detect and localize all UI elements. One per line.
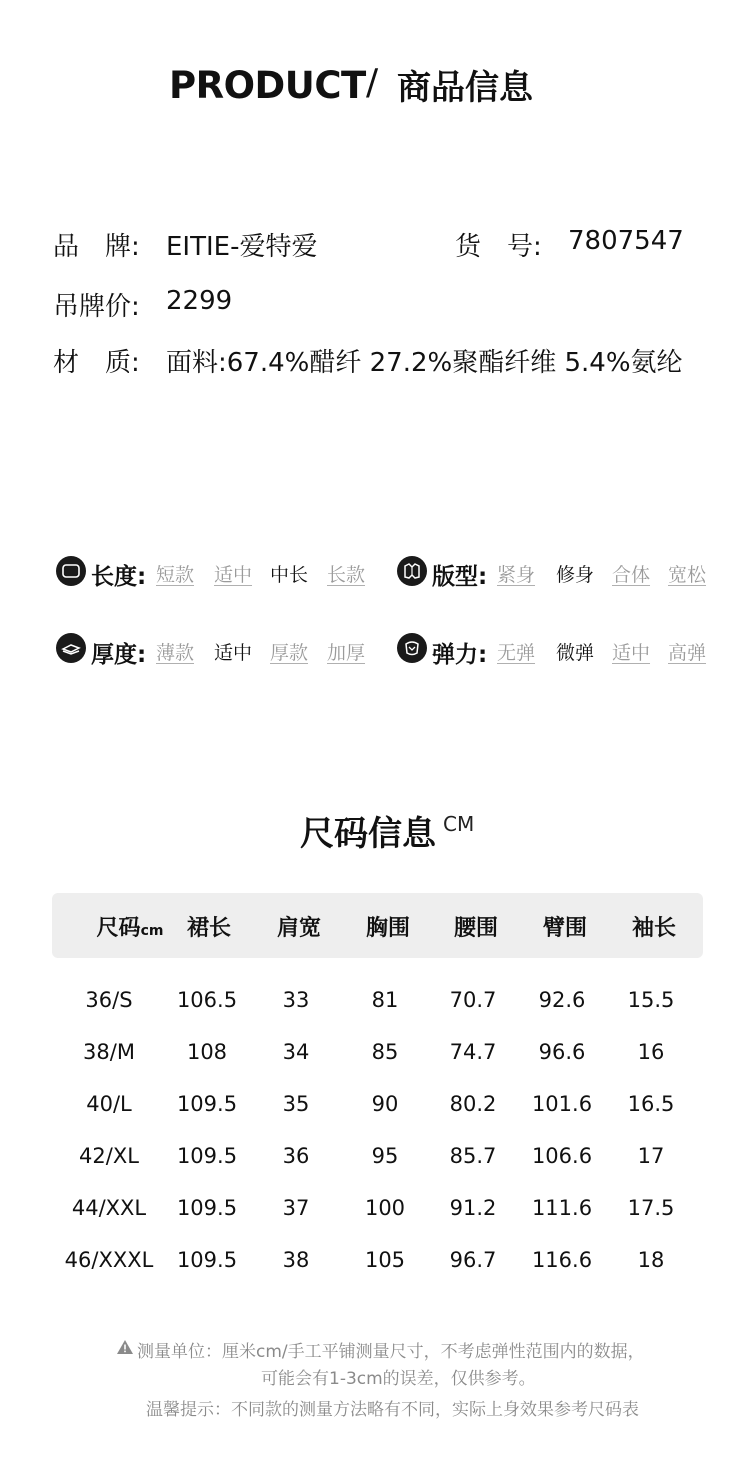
cell-sleeve: 18 <box>637 1248 665 1272</box>
header-shoulder: 肩宽 <box>276 916 321 941</box>
length-option-midlong: 中长 <box>270 564 309 586</box>
length-option-medium: 适中 <box>214 564 253 586</box>
cell-shoulder: 35 <box>282 1092 310 1116</box>
length-icon <box>56 556 86 586</box>
elasticity-option-high: 高弹 <box>668 642 707 664</box>
header-slash: / <box>366 62 379 103</box>
length-label: 长度: <box>91 564 147 590</box>
cell-shoulder: 33 <box>282 988 310 1012</box>
sku-value: 7807547 <box>568 226 684 256</box>
thickness-label: 厚度: <box>91 642 147 668</box>
cell-sleeve: 17.5 <box>627 1196 675 1220</box>
cell-skirt-length: 109.5 <box>176 1092 238 1116</box>
header-bust: 胸围 <box>365 916 410 941</box>
cell-size: 46/XXXL <box>64 1248 154 1272</box>
warning-icon <box>116 1339 134 1359</box>
fit-icon <box>397 556 427 586</box>
cell-bust: 90 <box>371 1092 399 1116</box>
fit-label: 版型: <box>432 564 488 590</box>
cell-bust: 100 <box>364 1196 406 1220</box>
price-value: 2299 <box>166 286 233 316</box>
cell-arm: 111.6 <box>531 1196 593 1220</box>
length-option-long: 长款 <box>327 564 366 586</box>
size-unit: CM <box>443 812 475 836</box>
cell-arm: 101.6 <box>531 1092 593 1116</box>
note-line-3: 温馨提示：不同款的测量方法略有不同，实际上身效果参考尺码表 <box>146 1400 639 1420</box>
header-sleeve: 袖长 <box>631 916 676 941</box>
cell-sleeve: 15.5 <box>627 988 675 1012</box>
material-key: 材 质: <box>53 348 140 378</box>
brand-key: 品 牌: <box>53 232 140 262</box>
cell-size: 44/XXL <box>71 1196 147 1220</box>
cell-shoulder: 37 <box>282 1196 310 1220</box>
cell-skirt-length: 109.5 <box>176 1196 238 1220</box>
fit-option-slim: 修身 <box>556 564 595 586</box>
cell-skirt-length: 106.5 <box>176 988 238 1012</box>
header-waist: 腰围 <box>453 916 498 941</box>
thickness-option-thin: 薄款 <box>156 642 195 664</box>
cell-waist: 91.2 <box>449 1196 497 1220</box>
header-title-cn: 商品信息 <box>397 68 533 108</box>
cell-arm: 92.6 <box>538 988 586 1012</box>
thickness-option-extra: 加厚 <box>327 642 366 664</box>
note-line-1: 测量单位：厘米cm/手工平铺测量尺寸，不考虑弹性范围内的数据， <box>137 1342 645 1362</box>
page-header <box>0 58 750 108</box>
header-skirt-length: 裙长 <box>186 916 231 941</box>
header-title-en: PRODUCT <box>169 64 366 107</box>
length-option-short: 短款 <box>156 564 195 586</box>
cell-skirt-length: 109.5 <box>176 1144 238 1168</box>
elasticity-icon <box>397 633 427 663</box>
cell-bust: 81 <box>371 988 399 1012</box>
elasticity-option-slight: 微弹 <box>556 642 595 664</box>
brand-value: EITIE-爱特爱 <box>166 232 318 262</box>
cell-size: 40/L <box>86 1092 132 1116</box>
cell-shoulder: 38 <box>282 1248 310 1272</box>
cell-skirt-length: 108 <box>186 1040 228 1064</box>
fit-option-loose: 宽松 <box>668 564 707 586</box>
header-size: 尺码cm <box>96 916 164 941</box>
fit-option-regular: 合体 <box>612 564 651 586</box>
fit-option-tight: 紧身 <box>497 564 536 586</box>
thickness-icon <box>56 633 86 663</box>
material-value: 面料:67.4%醋纤 27.2%聚酯纤维 5.4%氨纶 <box>166 348 683 378</box>
size-table-header <box>52 893 703 958</box>
cell-waist: 74.7 <box>449 1040 497 1064</box>
cell-bust: 85 <box>371 1040 399 1064</box>
cell-arm: 96.6 <box>538 1040 586 1064</box>
cell-skirt-length: 109.5 <box>176 1248 238 1272</box>
cell-size: 38/M <box>83 1040 135 1064</box>
header-arm: 臂围 <box>542 916 587 941</box>
cell-shoulder: 34 <box>282 1040 310 1064</box>
size-title: 尺码信息 <box>300 814 436 854</box>
sku-key: 货 号: <box>455 232 542 262</box>
cell-arm: 116.6 <box>531 1248 593 1272</box>
thickness-option-medium: 适中 <box>214 642 253 664</box>
cell-shoulder: 36 <box>282 1144 310 1168</box>
elasticity-option-none: 无弹 <box>497 642 536 664</box>
elasticity-option-medium: 适中 <box>612 642 651 664</box>
note-line-2: 可能会有1-3cm的误差，仅供参考。 <box>261 1369 536 1389</box>
cell-waist: 80.2 <box>449 1092 497 1116</box>
cell-size: 42/XL <box>79 1144 139 1168</box>
cell-sleeve: 16 <box>637 1040 665 1064</box>
cell-arm: 106.6 <box>531 1144 593 1168</box>
price-key: 吊牌价: <box>53 292 140 322</box>
cell-waist: 70.7 <box>449 988 497 1012</box>
cell-waist: 85.7 <box>449 1144 497 1168</box>
cell-waist: 96.7 <box>449 1248 497 1272</box>
cell-size: 36/S <box>85 988 133 1012</box>
cell-bust: 105 <box>364 1248 406 1272</box>
cell-sleeve: 17 <box>637 1144 665 1168</box>
cell-bust: 95 <box>371 1144 399 1168</box>
elasticity-label: 弹力: <box>432 642 488 668</box>
cell-sleeve: 16.5 <box>627 1092 675 1116</box>
thickness-option-thick: 厚款 <box>270 642 309 664</box>
